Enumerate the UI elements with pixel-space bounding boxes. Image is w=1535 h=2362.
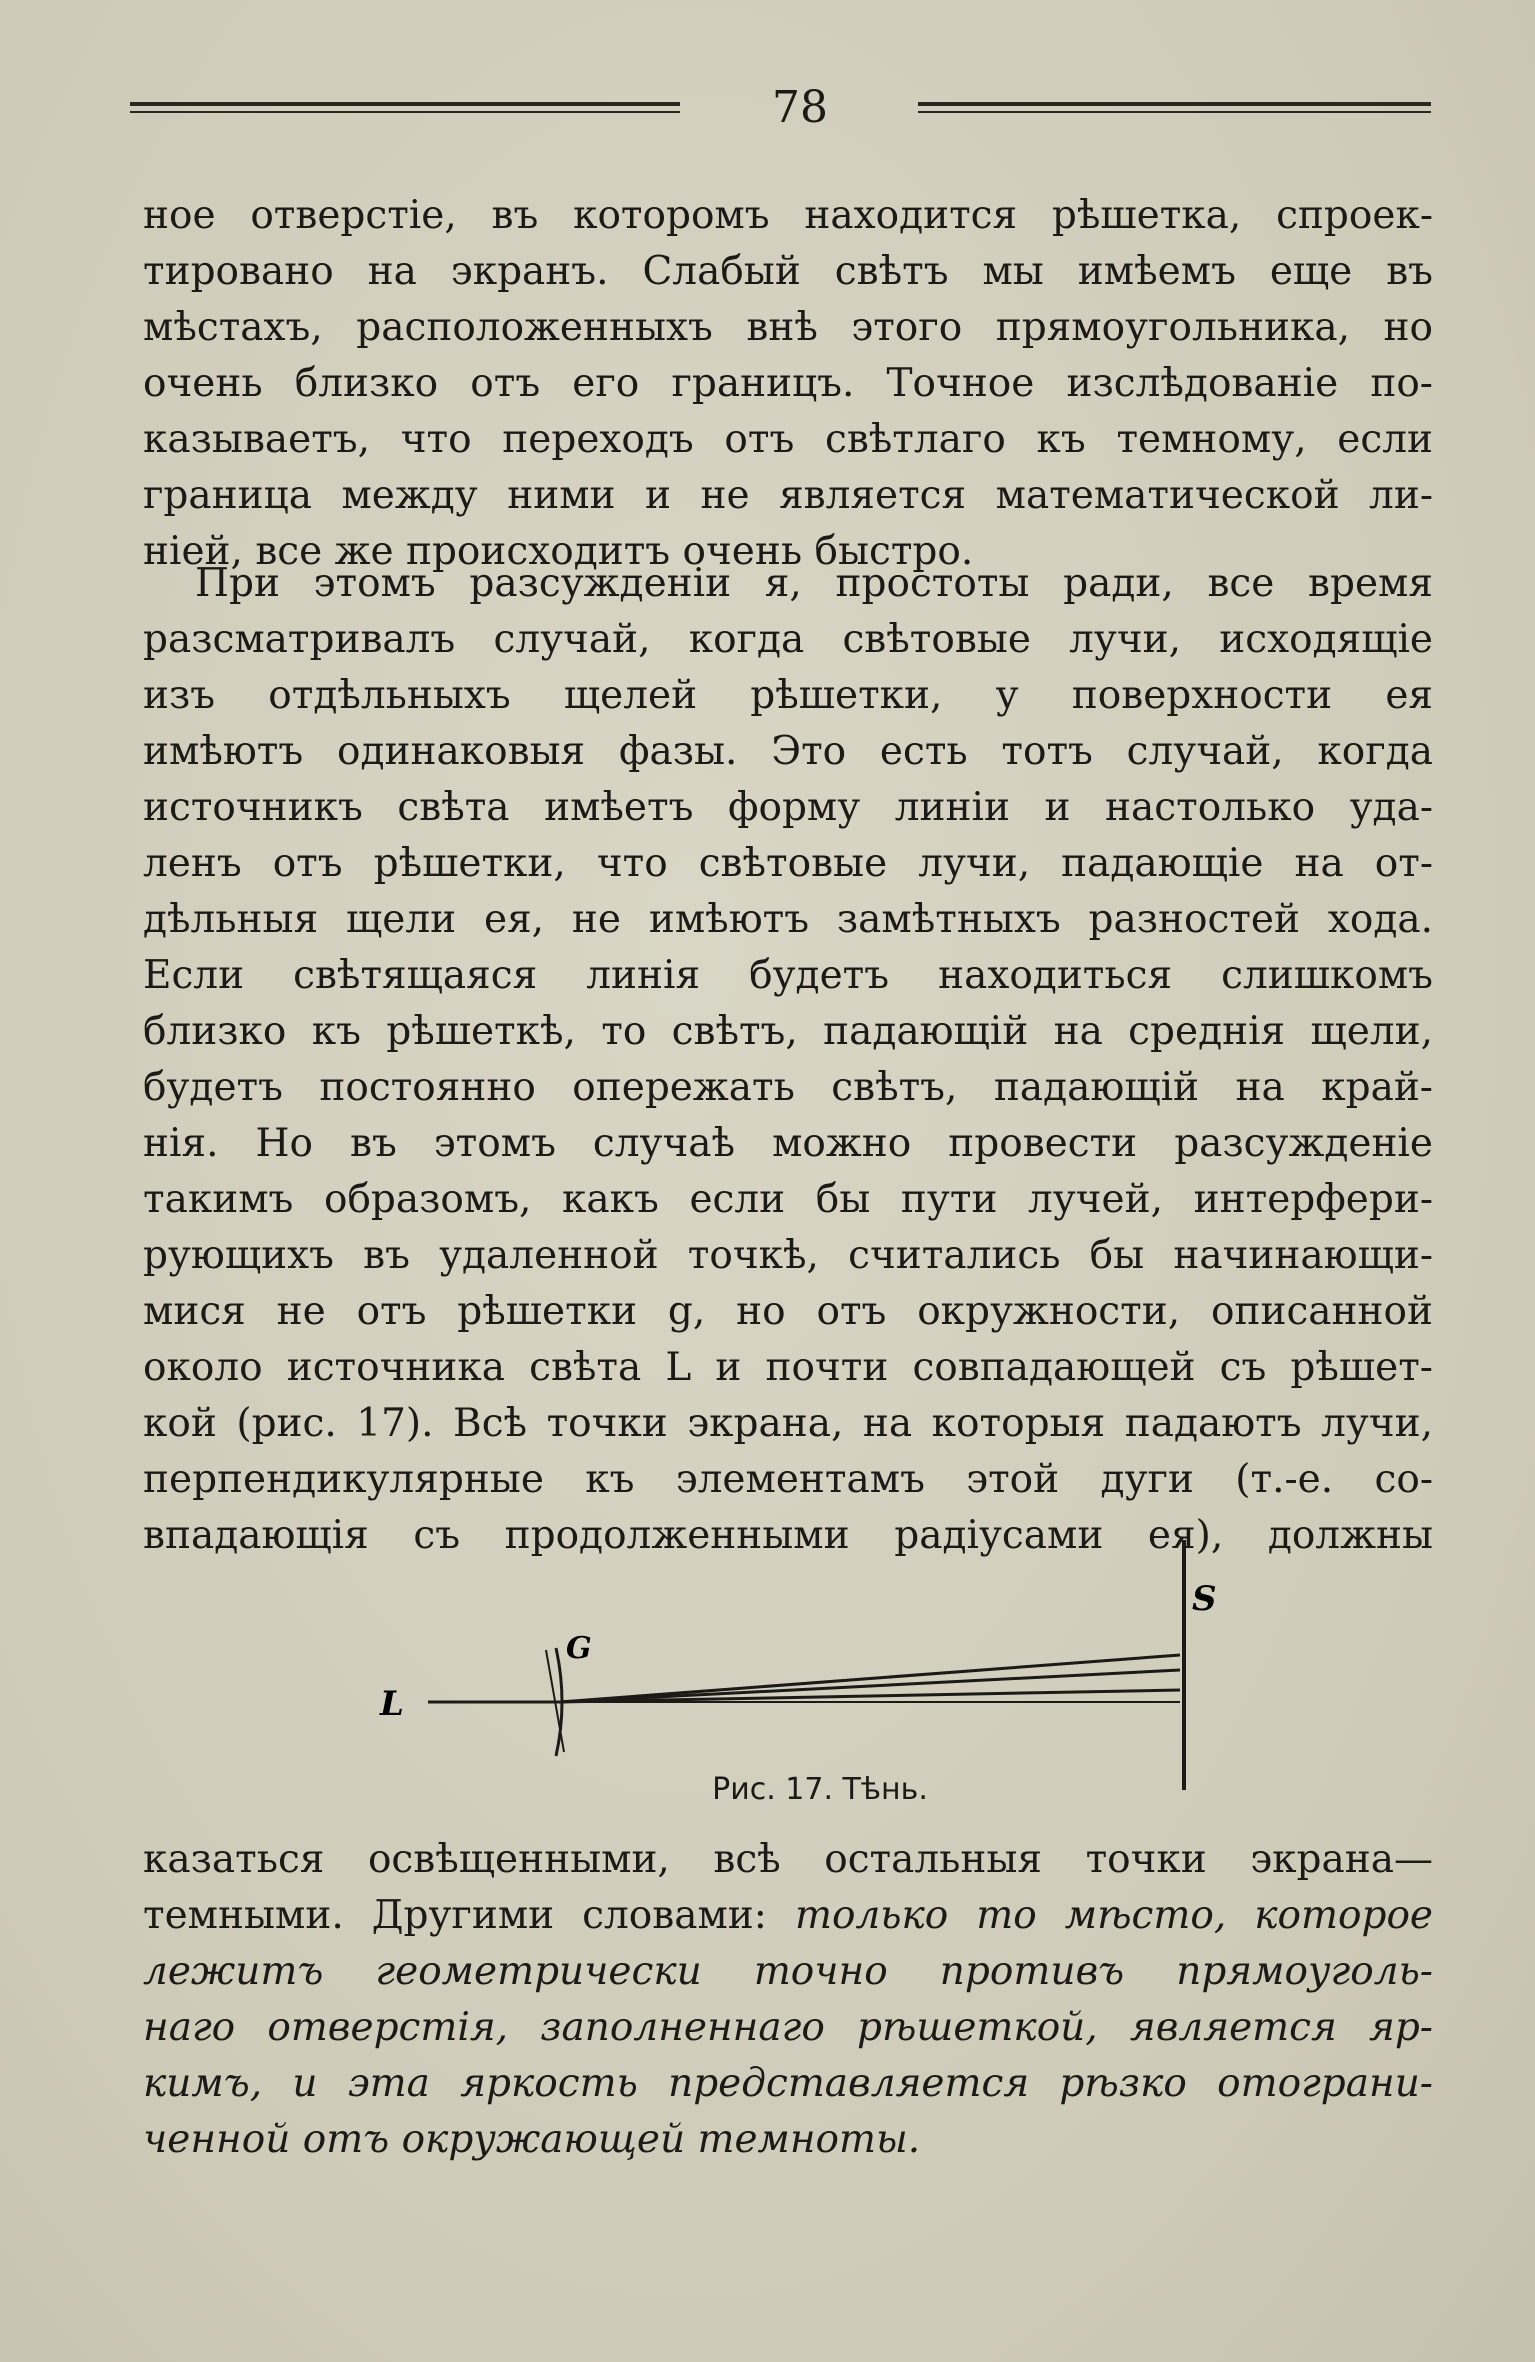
- header-rule-right: [918, 102, 1431, 116]
- text-line: будетъ постоянно опережать свѣтъ, падающій на край-: [143, 1065, 1433, 1110]
- label-source: L: [380, 1684, 404, 1724]
- label-screen: S: [1192, 1579, 1217, 1619]
- page-number: 78: [772, 82, 828, 133]
- text-line: рующихъ въ удаленной точкѣ, считались бы начинающи-: [143, 1233, 1433, 1278]
- text-run: темными. Другими словами:: [143, 1893, 767, 1938]
- text-line: дѣльныя щели ея, не имѣютъ замѣтныхъ разностей хода.: [143, 897, 1433, 942]
- text-line: граница между ними и не является математической ли-: [143, 473, 1433, 518]
- text-line: мѣстахъ, расположенныхъ внѣ этого прямоугольника, но: [143, 305, 1433, 350]
- text-line: Если свѣтящаяся линія будетъ находиться слишкомъ: [143, 953, 1433, 998]
- text-line: кой (рис. 17). Всѣ точки экрана, на которыя падаютъ лучи,: [143, 1401, 1433, 1446]
- text-line: [143, 1888, 1433, 1944]
- text-line: такимъ образомъ, какъ если бы пути лучей, интерфери-: [143, 1177, 1433, 1222]
- italic-run: только то мѣсто, которое: [794, 1893, 1434, 1938]
- text-line: ленъ отъ рѣшетки, что свѣтовые лучи, падающіе на от-: [143, 841, 1433, 886]
- text-line: перпендикулярные къ элементамъ этой дуги (т.-е. со-: [143, 1457, 1433, 1502]
- text-line: близко къ рѣшеткѣ, то свѣтъ, падающій на среднія щели,: [143, 1009, 1433, 1054]
- paragraph-2: [143, 556, 1433, 1564]
- text-line: казаться освѣщенными, всѣ остальныя точки экрана—: [143, 1837, 1433, 1882]
- text-line: мися не отъ рѣшетки g, но отъ окружности, описанной: [143, 1289, 1433, 1334]
- text-line: впадающія съ продолженными радіусами ея), должны: [143, 1513, 1433, 1558]
- text-line: ніей, все же происходитъ очень быстро.: [143, 529, 974, 574]
- text-line: казываетъ, что переходъ отъ свѣтлаго къ темному, если: [143, 417, 1433, 462]
- text-line: тировано на экранъ. Слабый свѣтъ мы имѣемъ еще въ: [143, 249, 1433, 294]
- text-line: около источника свѣта L и почти совпадающей съ рѣшет-: [143, 1345, 1433, 1390]
- text-line: наго отверстія, заполненнаго рѣшеткой, является яр-: [143, 2005, 1433, 2050]
- text-line: кимъ, и эта яркость представляется рѣзко отограни-: [143, 2061, 1433, 2106]
- text-line: ченной отъ окружающей темноты.: [143, 2117, 921, 2162]
- text-line: нія. Но въ этомъ случаѣ можно провести разсужденіе: [143, 1121, 1433, 1166]
- header-rule-left: [130, 102, 680, 116]
- text-line: ное отверстіе, въ которомъ находится рѣшетка, спроек-: [143, 193, 1433, 238]
- paragraph-1: [143, 188, 1433, 580]
- text-line: очень близко отъ его границъ. Точное изслѣдованіе по-: [143, 361, 1433, 406]
- text-line: разсматривалъ случай, когда свѣтовые лучи, исходящіе: [143, 617, 1433, 662]
- text-line: При этомъ разсужденіи я, простоты ради, все время: [195, 561, 1433, 606]
- text-line: имѣютъ одинаковыя фазы. Это есть тотъ случай, когда: [143, 729, 1433, 774]
- text-line: лежитъ геометрически точно противъ прямоуголь-: [143, 1949, 1433, 1994]
- page-header: [0, 82, 1535, 142]
- paragraph-3: [143, 1832, 1433, 2168]
- label-grating: G: [566, 1631, 592, 1666]
- text-line: источникъ свѣта имѣетъ форму линіи и настолько уда-: [143, 785, 1433, 830]
- text-line: изъ отдѣльныхъ щелей рѣшетки, у поверхности ея: [143, 673, 1433, 718]
- figure-caption: Рис. 17. Тѣнь.: [712, 1772, 928, 1807]
